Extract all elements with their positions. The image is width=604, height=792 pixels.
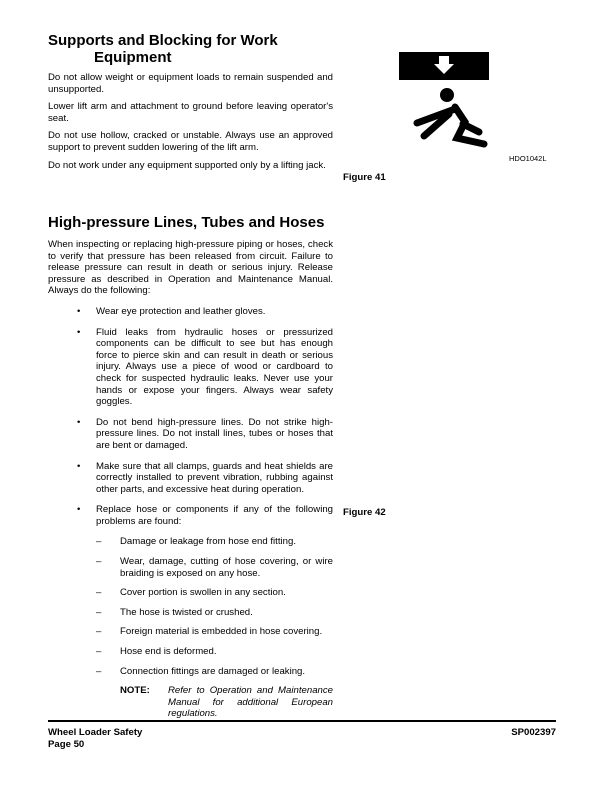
bullet-text: Wear eye protection and leather gloves. (96, 305, 266, 317)
bullet-item (48, 461, 333, 496)
section-title (48, 32, 333, 66)
dash-marker: – (96, 606, 102, 618)
document-number: SP002397 (511, 727, 556, 738)
figure-41-caption: Figure 41 (343, 172, 386, 183)
section-title: High-pressure Lines, Tubes and Hoses (48, 214, 325, 231)
dash-marker: – (96, 536, 102, 548)
bullet-text: Fluid leaks from hydraulic hoses or pressurized components can be difficult to see but has enough force to pierce skin and can result in death or serious injury. Always use a piece of wood or cardboard to check for suspected hydraulic leaks. Never use your hands or expose your fingers. Always wear safety goggles. (96, 326, 333, 408)
dash-item (48, 646, 333, 658)
bullet-marker: • (77, 305, 81, 317)
dash-item (48, 556, 333, 579)
bullet-item (48, 306, 333, 318)
page-footer (48, 720, 556, 750)
dash-marker: – (96, 556, 102, 568)
note (48, 685, 333, 720)
bullet-text: Replace hose or components if any of the following problems are found: (96, 504, 333, 527)
dash-text: Damage or leakage from hose end fitting. (120, 536, 296, 548)
bullet-item (48, 327, 333, 408)
bullet-marker: • (77, 416, 81, 428)
note-text: Refer to Operation and Maintenance Manual for additional European regulations. (168, 685, 333, 720)
dash-item (48, 607, 333, 619)
dash-marker: – (96, 587, 102, 599)
dash-item (48, 666, 333, 678)
footer-title: Wheel Loader Safety (48, 727, 143, 738)
bullet-marker: • (77, 326, 81, 338)
crush-hazard-icon (399, 52, 499, 152)
bullet-item (48, 417, 333, 452)
page-number: Page 50 (48, 738, 85, 750)
dash-text: Connection fittings are damaged or leaking. (120, 665, 306, 677)
dash-text: Foreign material is embedded in hose covering. (120, 626, 323, 638)
title-line: Equipment (94, 49, 172, 66)
paragraph: Do not work under any equipment supported only by a lifting jack. (48, 159, 326, 171)
bullet-text: Do not bend high-pressure lines. Do not strike high-pressure lines. Do not install lines, tubes or hoses that are bent or damaged. (96, 416, 333, 451)
paragraph: Lower lift arm and attachment to ground before leaving operator's seat. (48, 101, 333, 124)
figure-41-image (399, 52, 499, 162)
dash-marker: – (96, 626, 102, 638)
dash-marker: – (96, 665, 102, 677)
note-label: NOTE: (120, 685, 150, 697)
paragraph: Do not use hollow, cracked or unstable. Always use an approved support to prevent sudden lowering of the lift arm. (48, 130, 333, 153)
figure-42-caption: Figure 42 (343, 507, 386, 518)
paragraph: When inspecting or replacing high-pressure piping or hoses, check to verify that pressure has been released from circuit. Failure to release pressure can result in death or serious injury. Release pressure as described in Operation and Maintenance Manual. Always do the following: (48, 239, 333, 297)
paragraph: Do not allow weight or equipment loads to remain suspended and unsupported. (48, 72, 333, 95)
bullet-marker: • (77, 504, 81, 516)
section-supports (48, 32, 333, 177)
dash-text: The hose is twisted or crushed. (120, 606, 253, 618)
dash-item (48, 536, 333, 548)
dash-text: Hose end is deformed. (120, 646, 217, 658)
dash-text: Wear, damage, cutting of hose covering, or wire braiding is exposed on any hose. (120, 556, 333, 579)
dash-text: Cover portion is swollen in any section. (120, 587, 286, 599)
dash-marker: – (96, 646, 102, 658)
bullet-item (48, 504, 333, 527)
bullet-text: Make sure that all clamps, guards and heat shields are correctly installed to prevent vibration, rubbing against other parts, and excessive heat during operation. (96, 460, 333, 495)
figure-code: HDO1042L (509, 154, 547, 163)
dash-item (48, 626, 333, 638)
title-line: Supports and Blocking for Work (48, 32, 278, 49)
section-high-pressure (48, 214, 333, 720)
dash-item (48, 587, 333, 599)
bullet-marker: • (77, 460, 81, 472)
